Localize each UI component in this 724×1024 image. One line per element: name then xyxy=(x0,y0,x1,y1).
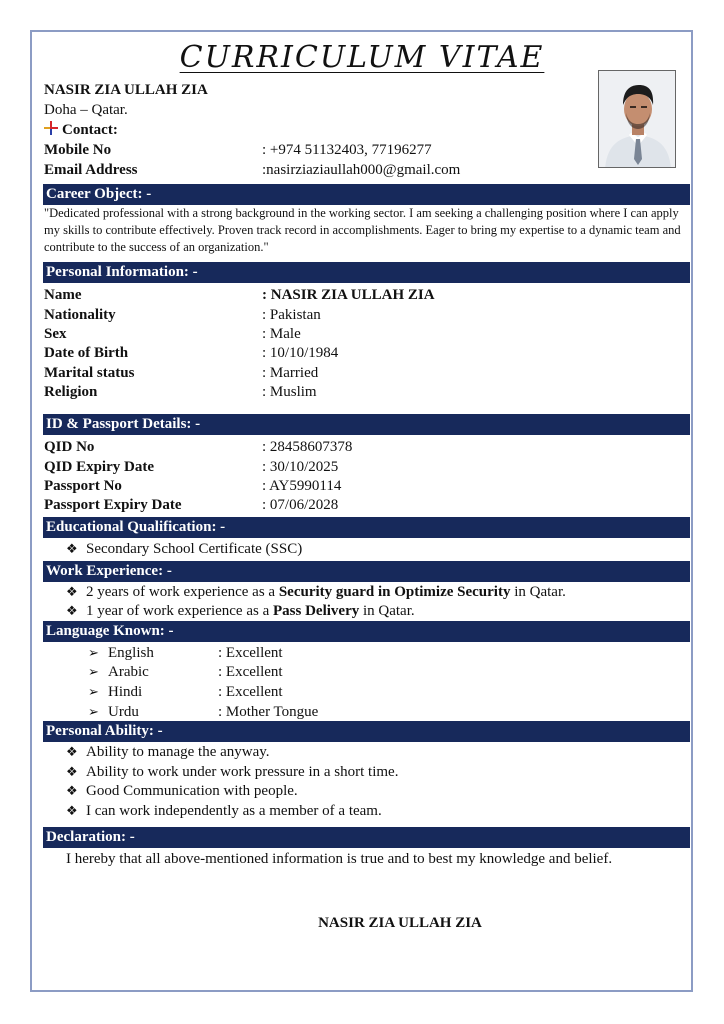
work-role: Pass Delivery xyxy=(273,603,360,619)
language-item xyxy=(88,643,283,663)
list-item xyxy=(66,539,302,559)
id-row xyxy=(44,437,544,457)
field-value: : 10/10/1984 xyxy=(262,345,339,361)
field-label: Nationality xyxy=(44,307,116,323)
declaration-text: I hereby that all above-mentioned information is true and to best my knowledge and belief. xyxy=(66,851,613,867)
list-item-text: Secondary School Certificate (SSC) xyxy=(86,541,303,557)
personal-row xyxy=(44,382,544,402)
page-title: CURRICULUM VITAE xyxy=(179,40,545,75)
list-item xyxy=(66,762,398,782)
work-role: Security guard in Optimize Security xyxy=(278,584,511,600)
list-item-text: Good Communication with people. xyxy=(86,783,298,799)
field-label: QID No xyxy=(44,439,95,455)
field-value: : AY5990114 xyxy=(262,478,342,494)
diamond-bullet-icon: ❖ xyxy=(66,585,78,600)
work-text: 2 years of work experience as a xyxy=(86,584,279,600)
location: Doha – Qatar. xyxy=(44,102,128,118)
language-name: Urdu xyxy=(108,704,139,720)
field-label: QID Expiry Date xyxy=(44,459,154,475)
field-label: Name xyxy=(44,287,82,303)
list-item-text: I can work independently as a member of a team. xyxy=(86,803,382,819)
section-career: Career Object: - xyxy=(43,184,690,205)
personal-row xyxy=(44,324,544,344)
email-row xyxy=(44,160,544,180)
diamond-bullet-icon: ❖ xyxy=(66,804,78,819)
list-item-text: Ability to work under work pressure in a short time. xyxy=(86,764,399,780)
work-text: in Qatar. xyxy=(510,584,566,600)
arrow-bullet-icon: ➢ xyxy=(88,705,99,720)
field-value: : Muslim xyxy=(262,384,317,400)
diamond-bullet-icon: ❖ xyxy=(66,745,78,760)
contact-heading xyxy=(44,120,118,140)
candidate-name: NASIR ZIA ULLAH ZIA xyxy=(44,82,208,98)
language-item xyxy=(88,682,283,702)
field-value: : Pakistan xyxy=(262,307,321,323)
language-name: English xyxy=(108,645,154,661)
mobile-row xyxy=(44,140,544,160)
language-item xyxy=(88,662,283,682)
id-row xyxy=(44,476,544,496)
field-value: : 28458607378 xyxy=(262,439,353,455)
diamond-bullet-icon: ❖ xyxy=(66,604,78,619)
list-item xyxy=(66,801,382,821)
section-personal: Personal Information: - xyxy=(43,262,690,283)
work-text: 1 year of work experience as a xyxy=(86,603,273,619)
section-ability: Personal Ability: - xyxy=(43,721,690,742)
signature-name: NASIR ZIA ULLAH ZIA xyxy=(318,915,482,931)
field-label: Passport Expiry Date xyxy=(44,497,182,513)
list-item-text: Ability to manage the anyway. xyxy=(86,744,270,760)
contact-label: Contact: xyxy=(62,122,118,138)
language-level: : Excellent xyxy=(218,664,283,680)
field-label: Marital status xyxy=(44,365,135,381)
section-languages: Language Known: - xyxy=(43,621,690,642)
work-text: in Qatar. xyxy=(359,603,415,619)
section-education: Educational Qualification: - xyxy=(43,517,690,538)
field-value: : 30/10/2025 xyxy=(262,459,339,475)
field-value: : NASIR ZIA ULLAH ZIA xyxy=(262,287,435,303)
arrow-bullet-icon: ➢ xyxy=(88,646,99,661)
language-item xyxy=(88,702,319,722)
field-value: : Male xyxy=(262,326,301,342)
id-row xyxy=(44,495,544,515)
mobile-value: : +974 51132403, 77196277 xyxy=(262,142,432,158)
field-label: Religion xyxy=(44,384,98,400)
arrow-bullet-icon: ➢ xyxy=(88,685,99,700)
field-value: : 07/06/2028 xyxy=(262,497,339,513)
career-text: "Dedicated professional with a strong background in the working sector. I am seeking a challenging position where I can apply my skills to contribute effectively. Proven track record in accomplishments. Eager to bring my expertise to a dynamic team and contribute to the success of an organization." xyxy=(44,206,681,254)
diamond-bullet-icon: ❖ xyxy=(66,784,78,799)
language-level: : Mother Tongue xyxy=(218,704,319,720)
personal-row xyxy=(44,305,544,325)
language-level: : Excellent xyxy=(218,684,283,700)
id-row xyxy=(44,457,544,477)
language-level: : Excellent xyxy=(218,645,283,661)
personal-row xyxy=(44,363,544,383)
list-item xyxy=(66,742,270,762)
section-work: Work Experience: - xyxy=(43,561,690,582)
field-value: : Married xyxy=(262,365,319,381)
list-item xyxy=(66,582,566,602)
field-label: Date of Birth xyxy=(44,345,129,361)
list-item xyxy=(66,601,415,621)
section-id-passport: ID & Passport Details: - xyxy=(43,414,690,435)
personal-row xyxy=(44,343,544,363)
diamond-bullet-icon: ❖ xyxy=(66,765,78,780)
diamond-bullet-icon: ❖ xyxy=(66,542,78,557)
language-name: Hindi xyxy=(108,684,143,700)
section-declaration: Declaration: - xyxy=(43,827,690,848)
arrow-bullet-icon: ➢ xyxy=(88,665,99,680)
email-label: Email Address xyxy=(44,162,138,178)
personal-row xyxy=(44,285,544,305)
mobile-label: Mobile No xyxy=(44,142,112,158)
list-item xyxy=(66,781,298,801)
field-label: Sex xyxy=(44,326,67,342)
pin-icon xyxy=(44,120,62,140)
email-value: :nasirziaziaullah000@gmail.com xyxy=(262,162,461,178)
profile-photo xyxy=(598,70,676,168)
field-label: Passport No xyxy=(44,478,122,494)
language-name: Arabic xyxy=(108,664,149,680)
